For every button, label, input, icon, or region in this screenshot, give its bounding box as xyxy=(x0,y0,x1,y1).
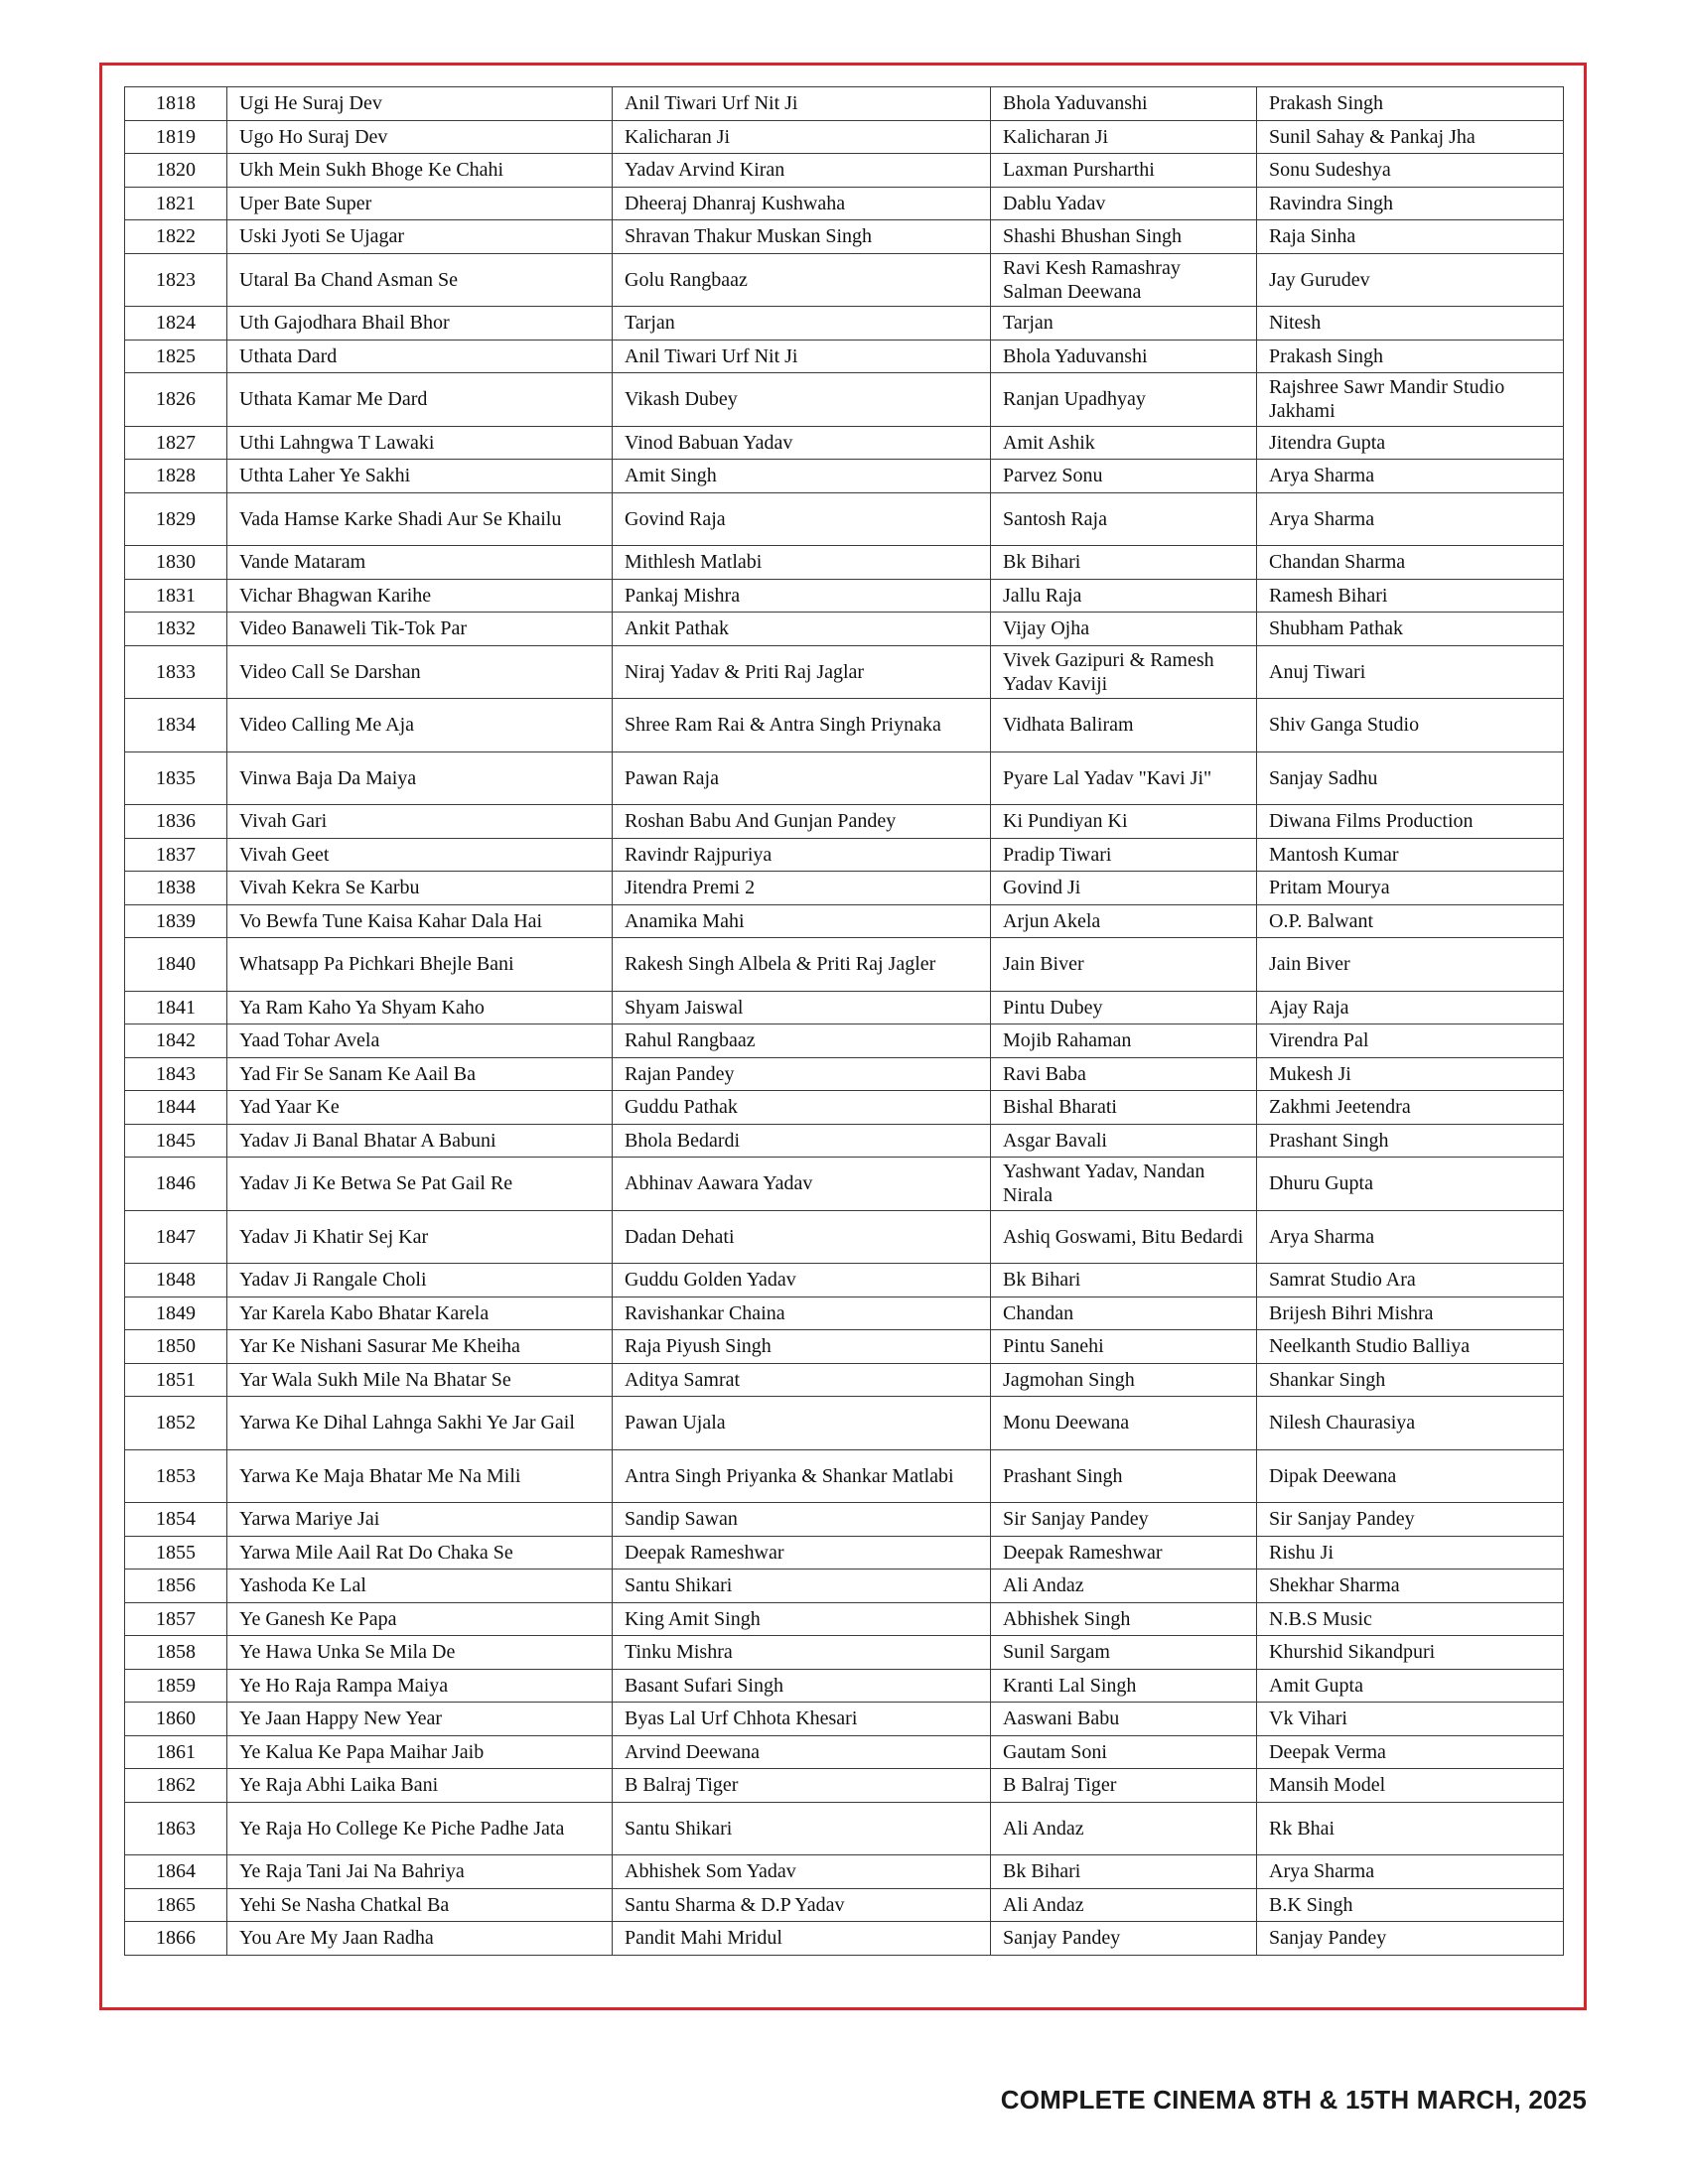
lyricist-cell: Abhishek Singh xyxy=(991,1602,1257,1636)
lyricist-cell: Dablu Yadav xyxy=(991,187,1257,220)
row-number-cell: 1820 xyxy=(125,154,227,188)
singer-cell: Amit Singh xyxy=(613,460,991,493)
table-row xyxy=(125,1503,1564,1537)
singer-cell: Ankit Pathak xyxy=(613,613,991,646)
row-number-cell: 1825 xyxy=(125,340,227,373)
lyricist-cell: Vidhata Baliram xyxy=(991,699,1257,752)
singer-cell: Deepak Rameshwar xyxy=(613,1536,991,1570)
music-label-cell: Pritam Mourya xyxy=(1257,872,1564,905)
row-number-cell: 1831 xyxy=(125,579,227,613)
song-title-cell: Ugo Ho Suraj Dev xyxy=(227,120,613,154)
row-number-cell: 1851 xyxy=(125,1363,227,1397)
music-label-cell: Arya Sharma xyxy=(1257,1855,1564,1889)
lyricist-cell: B Balraj Tiger xyxy=(991,1769,1257,1803)
singer-cell: Raja Piyush Singh xyxy=(613,1330,991,1364)
song-title-cell: Uth Gajodhara Bhail Bhor xyxy=(227,307,613,341)
singer-cell: Aditya Samrat xyxy=(613,1363,991,1397)
lyricist-cell: Pyare Lal Yadav "Kavi Ji" xyxy=(991,751,1257,805)
table-row xyxy=(125,373,1564,427)
row-number-cell: 1842 xyxy=(125,1024,227,1058)
singer-cell: Bhola Bedardi xyxy=(613,1124,991,1158)
row-number-cell: 1832 xyxy=(125,613,227,646)
song-title-cell: Ya Ram Kaho Ya Shyam Kaho xyxy=(227,991,613,1024)
lyricist-cell: Bk Bihari xyxy=(991,546,1257,580)
music-label-cell: Rk Bhai xyxy=(1257,1802,1564,1855)
music-label-cell: Shekhar Sharma xyxy=(1257,1570,1564,1603)
row-number-cell: 1845 xyxy=(125,1124,227,1158)
row-number-cell: 1833 xyxy=(125,645,227,699)
music-label-cell: O.P. Balwant xyxy=(1257,904,1564,938)
row-number-cell: 1848 xyxy=(125,1264,227,1297)
row-number-cell: 1830 xyxy=(125,546,227,580)
table-row xyxy=(125,253,1564,307)
lyricist-cell: Asgar Bavali xyxy=(991,1124,1257,1158)
music-label-cell: Brijesh Bihri Mishra xyxy=(1257,1297,1564,1330)
row-number-cell: 1856 xyxy=(125,1570,227,1603)
lyricist-cell: Tarjan xyxy=(991,307,1257,341)
singer-cell: Anil Tiwari Urf Nit Ji xyxy=(613,87,991,121)
singer-cell: Pawan Ujala xyxy=(613,1397,991,1450)
row-number-cell: 1847 xyxy=(125,1210,227,1264)
row-number-cell: 1836 xyxy=(125,805,227,839)
table-row xyxy=(125,1703,1564,1736)
table-row xyxy=(125,154,1564,188)
lyricist-cell: Sunil Sargam xyxy=(991,1636,1257,1670)
table-row xyxy=(125,426,1564,460)
singer-cell: Ravishankar Chaina xyxy=(613,1297,991,1330)
song-title-cell: Vivah Kekra Se Karbu xyxy=(227,872,613,905)
song-title-cell: Vada Hamse Karke Shadi Aur Se Khailu xyxy=(227,492,613,546)
song-title-cell: Yar Ke Nishani Sasurar Me Kheiha xyxy=(227,1330,613,1364)
row-number-cell: 1862 xyxy=(125,1769,227,1803)
row-number-cell: 1853 xyxy=(125,1449,227,1503)
song-title-cell: Whatsapp Pa Pichkari Bhejle Bani xyxy=(227,938,613,992)
music-label-cell: Arya Sharma xyxy=(1257,460,1564,493)
singer-cell: Rajan Pandey xyxy=(613,1057,991,1091)
table-row xyxy=(125,805,1564,839)
lyricist-cell: Sir Sanjay Pandey xyxy=(991,1503,1257,1537)
singer-cell: Santu Shikari xyxy=(613,1802,991,1855)
row-number-cell: 1858 xyxy=(125,1636,227,1670)
table-row xyxy=(125,1769,1564,1803)
music-label-cell: Deepak Verma xyxy=(1257,1735,1564,1769)
table-row xyxy=(125,340,1564,373)
singer-cell: Sandip Sawan xyxy=(613,1503,991,1537)
song-title-cell: Uthata Dard xyxy=(227,340,613,373)
table-row xyxy=(125,904,1564,938)
music-label-cell: Diwana Films Production xyxy=(1257,805,1564,839)
row-number-cell: 1866 xyxy=(125,1922,227,1956)
music-label-cell: Virendra Pal xyxy=(1257,1024,1564,1058)
music-label-cell: Nilesh Chaurasiya xyxy=(1257,1397,1564,1450)
music-label-cell: Dhuru Gupta xyxy=(1257,1158,1564,1211)
singer-cell: Byas Lal Urf Chhota Khesari xyxy=(613,1703,991,1736)
lyricist-cell: Santosh Raja xyxy=(991,492,1257,546)
row-number-cell: 1821 xyxy=(125,187,227,220)
table-row xyxy=(125,120,1564,154)
music-label-cell: B.K Singh xyxy=(1257,1888,1564,1922)
music-label-cell: Shankar Singh xyxy=(1257,1363,1564,1397)
music-label-cell: N.B.S Music xyxy=(1257,1602,1564,1636)
singer-cell: Govind Raja xyxy=(613,492,991,546)
song-title-cell: Uthta Laher Ye Sakhi xyxy=(227,460,613,493)
row-number-cell: 1865 xyxy=(125,1888,227,1922)
lyricist-cell: Amit Ashik xyxy=(991,426,1257,460)
singer-cell: Rakesh Singh Albela & Priti Raj Jagler xyxy=(613,938,991,992)
lyricist-cell: Bhola Yaduvanshi xyxy=(991,340,1257,373)
song-title-cell: Yadav Ji Banal Bhatar A Babuni xyxy=(227,1124,613,1158)
row-number-cell: 1863 xyxy=(125,1802,227,1855)
singer-cell: Shravan Thakur Muskan Singh xyxy=(613,220,991,254)
song-title-cell: Video Call Se Darshan xyxy=(227,645,613,699)
table-row xyxy=(125,838,1564,872)
lyricist-cell: Shashi Bhushan Singh xyxy=(991,220,1257,254)
music-label-cell: Arya Sharma xyxy=(1257,492,1564,546)
singer-cell: B Balraj Tiger xyxy=(613,1769,991,1803)
singer-cell: Ravindr Rajpuriya xyxy=(613,838,991,872)
music-label-cell: Prakash Singh xyxy=(1257,87,1564,121)
singer-cell: Tinku Mishra xyxy=(613,1636,991,1670)
table-row xyxy=(125,187,1564,220)
music-label-cell: Chandan Sharma xyxy=(1257,546,1564,580)
singer-cell: Abhinav Aawara Yadav xyxy=(613,1158,991,1211)
row-number-cell: 1819 xyxy=(125,120,227,154)
row-number-cell: 1843 xyxy=(125,1057,227,1091)
lyricist-cell: Jagmohan Singh xyxy=(991,1363,1257,1397)
music-label-cell: Nitesh xyxy=(1257,307,1564,341)
row-number-cell: 1834 xyxy=(125,699,227,752)
singer-cell: Anil Tiwari Urf Nit Ji xyxy=(613,340,991,373)
singer-cell: Abhishek Som Yadav xyxy=(613,1855,991,1889)
lyricist-cell: Kranti Lal Singh xyxy=(991,1669,1257,1703)
song-title-cell: Uthi Lahngwa T Lawaki xyxy=(227,426,613,460)
row-number-cell: 1822 xyxy=(125,220,227,254)
music-label-cell: Arya Sharma xyxy=(1257,1210,1564,1264)
music-label-cell: Jitendra Gupta xyxy=(1257,426,1564,460)
lyricist-cell: Yashwant Yadav, Nandan Nirala xyxy=(991,1158,1257,1211)
singer-cell: Antra Singh Priyanka & Shankar Matlabi xyxy=(613,1449,991,1503)
lyricist-cell: Laxman Pursharthi xyxy=(991,154,1257,188)
singer-cell: Guddu Golden Yadav xyxy=(613,1264,991,1297)
row-number-cell: 1838 xyxy=(125,872,227,905)
music-label-cell: Prakash Singh xyxy=(1257,340,1564,373)
table-row xyxy=(125,1024,1564,1058)
table-row xyxy=(125,1297,1564,1330)
table-row xyxy=(125,546,1564,580)
song-title-cell: Ye Raja Abhi Laika Bani xyxy=(227,1769,613,1803)
table-row xyxy=(125,1602,1564,1636)
music-label-cell: Shiv Ganga Studio xyxy=(1257,699,1564,752)
song-title-cell: Yar Wala Sukh Mile Na Bhatar Se xyxy=(227,1363,613,1397)
row-number-cell: 1861 xyxy=(125,1735,227,1769)
song-title-cell: Ye Raja Ho College Ke Piche Padhe Jata xyxy=(227,1802,613,1855)
row-number-cell: 1828 xyxy=(125,460,227,493)
music-label-cell: Ravindra Singh xyxy=(1257,187,1564,220)
song-title-cell: Vande Mataram xyxy=(227,546,613,580)
table-row xyxy=(125,1802,1564,1855)
lyricist-cell: Bishal Bharati xyxy=(991,1091,1257,1125)
row-number-cell: 1835 xyxy=(125,751,227,805)
singer-cell: Niraj Yadav & Priti Raj Jaglar xyxy=(613,645,991,699)
music-label-cell: Raja Sinha xyxy=(1257,220,1564,254)
song-title-cell: You Are My Jaan Radha xyxy=(227,1922,613,1956)
music-label-cell: Ajay Raja xyxy=(1257,991,1564,1024)
song-title-cell: Yaad Tohar Avela xyxy=(227,1024,613,1058)
row-number-cell: 1844 xyxy=(125,1091,227,1125)
singer-cell: Guddu Pathak xyxy=(613,1091,991,1125)
song-title-cell: Yarwa Mariye Jai xyxy=(227,1503,613,1537)
song-title-cell: Yehi Se Nasha Chatkal Ba xyxy=(227,1888,613,1922)
lyricist-cell: Jain Biver xyxy=(991,938,1257,992)
lyricist-cell: Arjun Akela xyxy=(991,904,1257,938)
song-title-cell: Ye Raja Tani Jai Na Bahriya xyxy=(227,1855,613,1889)
music-label-cell: Rajshree Sawr Mandir Studio Jakhami xyxy=(1257,373,1564,427)
table-row xyxy=(125,1669,1564,1703)
lyricist-cell: Ravi Kesh Ramashray Salman Deewana xyxy=(991,253,1257,307)
song-title-cell: Video Calling Me Aja xyxy=(227,699,613,752)
song-title-cell: Vinwa Baja Da Maiya xyxy=(227,751,613,805)
publication-footer: COMPLETE CINEMA 8TH & 15TH MARCH, 2025 xyxy=(1000,2085,1587,2115)
singer-cell: Anamika Mahi xyxy=(613,904,991,938)
lyricist-cell: Ravi Baba xyxy=(991,1057,1257,1091)
table-row xyxy=(125,1449,1564,1503)
table-row xyxy=(125,1330,1564,1364)
music-label-cell: Mantosh Kumar xyxy=(1257,838,1564,872)
singer-cell: Dheeraj Dhanraj Kushwaha xyxy=(613,187,991,220)
music-label-cell: Mansih Model xyxy=(1257,1769,1564,1803)
row-number-cell: 1859 xyxy=(125,1669,227,1703)
song-title-cell: Yar Karela Kabo Bhatar Karela xyxy=(227,1297,613,1330)
table-row xyxy=(125,579,1564,613)
singer-cell: Rahul Rangbaaz xyxy=(613,1024,991,1058)
song-title-cell: Vichar Bhagwan Karihe xyxy=(227,579,613,613)
table-row xyxy=(125,87,1564,121)
lyricist-cell: Ali Andaz xyxy=(991,1802,1257,1855)
row-number-cell: 1827 xyxy=(125,426,227,460)
song-title-cell: Ukh Mein Sukh Bhoge Ke Chahi xyxy=(227,154,613,188)
lyricist-cell: Jallu Raja xyxy=(991,579,1257,613)
song-title-cell: Vivah Gari xyxy=(227,805,613,839)
song-title-cell: Yad Fir Se Sanam Ke Aail Ba xyxy=(227,1057,613,1091)
music-label-cell: Anuj Tiwari xyxy=(1257,645,1564,699)
lyricist-cell: Ki Pundiyan Ki xyxy=(991,805,1257,839)
singer-cell: Pawan Raja xyxy=(613,751,991,805)
music-label-cell: Amit Gupta xyxy=(1257,1669,1564,1703)
music-label-cell: Rishu Ji xyxy=(1257,1536,1564,1570)
song-title-cell: Yashoda Ke Lal xyxy=(227,1570,613,1603)
music-label-cell: Sonu Sudeshya xyxy=(1257,154,1564,188)
lyricist-cell: Pintu Sanehi xyxy=(991,1330,1257,1364)
table-row xyxy=(125,1264,1564,1297)
lyricist-cell: Kalicharan Ji xyxy=(991,120,1257,154)
lyricist-cell: Aaswani Babu xyxy=(991,1703,1257,1736)
music-label-cell: Prashant Singh xyxy=(1257,1124,1564,1158)
row-number-cell: 1852 xyxy=(125,1397,227,1450)
song-title-cell: Yadav Ji Khatir Sej Kar xyxy=(227,1210,613,1264)
singer-cell: Basant Sufari Singh xyxy=(613,1669,991,1703)
music-label-cell: Sunil Sahay & Pankaj Jha xyxy=(1257,120,1564,154)
table-row xyxy=(125,1855,1564,1889)
song-title-cell: Ye Jaan Happy New Year xyxy=(227,1703,613,1736)
song-title-cell: Ye Kalua Ke Papa Maihar Jaib xyxy=(227,1735,613,1769)
table-row xyxy=(125,220,1564,254)
lyricist-cell: Mojib Rahaman xyxy=(991,1024,1257,1058)
row-number-cell: 1839 xyxy=(125,904,227,938)
song-title-cell: Vo Bewfa Tune Kaisa Kahar Dala Hai xyxy=(227,904,613,938)
music-label-cell: Sanjay Sadhu xyxy=(1257,751,1564,805)
music-label-cell: Shubham Pathak xyxy=(1257,613,1564,646)
row-number-cell: 1824 xyxy=(125,307,227,341)
song-title-cell: Ye Ho Raja Rampa Maiya xyxy=(227,1669,613,1703)
table-row xyxy=(125,1888,1564,1922)
table-row xyxy=(125,1922,1564,1956)
music-label-cell: Khurshid Sikandpuri xyxy=(1257,1636,1564,1670)
song-title-cell: Yarwa Ke Dihal Lahnga Sakhi Ye Jar Gail xyxy=(227,1397,613,1450)
lyricist-cell: Deepak Rameshwar xyxy=(991,1536,1257,1570)
singer-cell: Santu Shikari xyxy=(613,1570,991,1603)
singer-cell: Mithlesh Matlabi xyxy=(613,546,991,580)
table-row xyxy=(125,645,1564,699)
music-label-cell: Jay Gurudev xyxy=(1257,253,1564,307)
song-title-cell: Yadav Ji Rangale Choli xyxy=(227,1264,613,1297)
table-row xyxy=(125,1570,1564,1603)
lyricist-cell: Bk Bihari xyxy=(991,1264,1257,1297)
lyricist-cell: Bk Bihari xyxy=(991,1855,1257,1889)
singer-cell: Vikash Dubey xyxy=(613,373,991,427)
singer-cell: Arvind Deewana xyxy=(613,1735,991,1769)
row-number-cell: 1849 xyxy=(125,1297,227,1330)
lyricist-cell: Govind Ji xyxy=(991,872,1257,905)
lyricist-cell: Parvez Sonu xyxy=(991,460,1257,493)
lyricist-cell: Bhola Yaduvanshi xyxy=(991,87,1257,121)
singer-cell: Vinod Babuan Yadav xyxy=(613,426,991,460)
song-title-cell: Ye Hawa Unka Se Mila De xyxy=(227,1636,613,1670)
music-label-cell: Neelkanth Studio Balliya xyxy=(1257,1330,1564,1364)
lyricist-cell: Pradip Tiwari xyxy=(991,838,1257,872)
lyricist-cell: Monu Deewana xyxy=(991,1397,1257,1450)
singer-cell: Shree Ram Rai & Antra Singh Priynaka xyxy=(613,699,991,752)
singer-cell: Golu Rangbaaz xyxy=(613,253,991,307)
row-number-cell: 1823 xyxy=(125,253,227,307)
row-number-cell: 1846 xyxy=(125,1158,227,1211)
music-label-cell: Vk Vihari xyxy=(1257,1703,1564,1736)
lyricist-cell: Vivek Gazipuri & Ramesh Yadav Kaviji xyxy=(991,645,1257,699)
row-number-cell: 1841 xyxy=(125,991,227,1024)
row-number-cell: 1818 xyxy=(125,87,227,121)
row-number-cell: 1864 xyxy=(125,1855,227,1889)
row-number-cell: 1850 xyxy=(125,1330,227,1364)
table-row xyxy=(125,1210,1564,1264)
music-label-cell: Mukesh Ji xyxy=(1257,1057,1564,1091)
row-number-cell: 1854 xyxy=(125,1503,227,1537)
song-title-cell: Uthata Kamar Me Dard xyxy=(227,373,613,427)
lyricist-cell: Chandan xyxy=(991,1297,1257,1330)
music-label-cell: Sir Sanjay Pandey xyxy=(1257,1503,1564,1537)
lyricist-cell: Sanjay Pandey xyxy=(991,1922,1257,1956)
table-row xyxy=(125,938,1564,992)
song-title-cell: Yad Yaar Ke xyxy=(227,1091,613,1125)
singer-cell: Roshan Babu And Gunjan Pandey xyxy=(613,805,991,839)
lyricist-cell: Ali Andaz xyxy=(991,1570,1257,1603)
singer-cell: Santu Sharma & D.P Yadav xyxy=(613,1888,991,1922)
table-row xyxy=(125,751,1564,805)
song-title-cell: Yadav Ji Ke Betwa Se Pat Gail Re xyxy=(227,1158,613,1211)
singer-cell: Tarjan xyxy=(613,307,991,341)
row-number-cell: 1829 xyxy=(125,492,227,546)
song-list-body xyxy=(125,87,1564,1956)
singer-cell: Pankaj Mishra xyxy=(613,579,991,613)
row-number-cell: 1837 xyxy=(125,838,227,872)
music-label-cell: Samrat Studio Ara xyxy=(1257,1264,1564,1297)
table-row xyxy=(125,492,1564,546)
music-label-cell: Jain Biver xyxy=(1257,938,1564,992)
song-title-cell: Utaral Ba Chand Asman Se xyxy=(227,253,613,307)
table-row xyxy=(125,1536,1564,1570)
row-number-cell: 1826 xyxy=(125,373,227,427)
music-label-cell: Sanjay Pandey xyxy=(1257,1922,1564,1956)
lyricist-cell: Ali Andaz xyxy=(991,1888,1257,1922)
table-row xyxy=(125,991,1564,1024)
table-row xyxy=(125,872,1564,905)
music-label-cell: Dipak Deewana xyxy=(1257,1449,1564,1503)
singer-cell: Shyam Jaiswal xyxy=(613,991,991,1024)
table-row xyxy=(125,1124,1564,1158)
song-title-cell: Ugi He Suraj Dev xyxy=(227,87,613,121)
table-row xyxy=(125,699,1564,752)
lyricist-cell: Vijay Ojha xyxy=(991,613,1257,646)
lyricist-cell: Prashant Singh xyxy=(991,1449,1257,1503)
lyricist-cell: Gautam Soni xyxy=(991,1735,1257,1769)
singer-cell: Jitendra Premi 2 xyxy=(613,872,991,905)
song-title-cell: Yarwa Ke Maja Bhatar Me Na Mili xyxy=(227,1449,613,1503)
row-number-cell: 1860 xyxy=(125,1703,227,1736)
row-number-cell: 1840 xyxy=(125,938,227,992)
table-row xyxy=(125,1158,1564,1211)
song-title-cell: Uper Bate Super xyxy=(227,187,613,220)
singer-cell: King Amit Singh xyxy=(613,1602,991,1636)
lyricist-cell: Ashiq Goswami, Bitu Bedardi xyxy=(991,1210,1257,1264)
lyricist-cell: Pintu Dubey xyxy=(991,991,1257,1024)
singer-cell: Kalicharan Ji xyxy=(613,120,991,154)
table-row xyxy=(125,1091,1564,1125)
singer-cell: Dadan Dehati xyxy=(613,1210,991,1264)
table-row xyxy=(125,613,1564,646)
row-number-cell: 1855 xyxy=(125,1536,227,1570)
song-title-cell: Video Banaweli Tik-Tok Par xyxy=(227,613,613,646)
table-row xyxy=(125,1735,1564,1769)
table-row xyxy=(125,460,1564,493)
row-number-cell: 1857 xyxy=(125,1602,227,1636)
table-row xyxy=(125,1397,1564,1450)
song-title-cell: Ye Ganesh Ke Papa xyxy=(227,1602,613,1636)
table-row xyxy=(125,1636,1564,1670)
table-row xyxy=(125,1363,1564,1397)
music-label-cell: Ramesh Bihari xyxy=(1257,579,1564,613)
song-title-cell: Yarwa Mile Aail Rat Do Chaka Se xyxy=(227,1536,613,1570)
song-title-cell: Uski Jyoti Se Ujagar xyxy=(227,220,613,254)
song-list-table xyxy=(124,86,1564,1956)
singer-cell: Pandit Mahi Mridul xyxy=(613,1922,991,1956)
lyricist-cell: Ranjan Upadhyay xyxy=(991,373,1257,427)
singer-cell: Yadav Arvind Kiran xyxy=(613,154,991,188)
song-title-cell: Vivah Geet xyxy=(227,838,613,872)
table-row xyxy=(125,307,1564,341)
table-row xyxy=(125,1057,1564,1091)
music-label-cell: Zakhmi Jeetendra xyxy=(1257,1091,1564,1125)
